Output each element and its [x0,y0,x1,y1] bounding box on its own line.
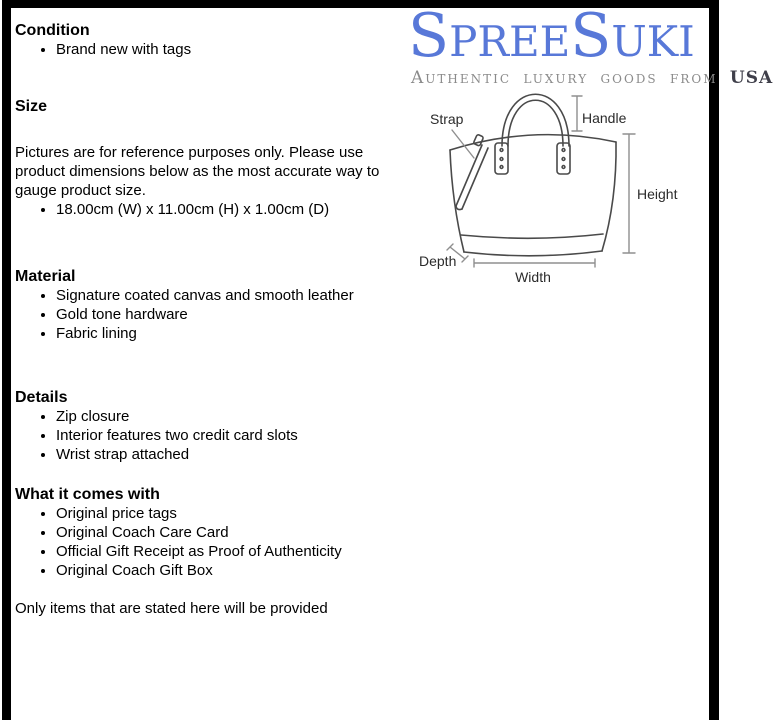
list-item: • Zip closure [56,407,415,426]
size-list [15,200,415,219]
size-note: Pictures are for reference purposes only. Please use product dimensions below as the most accurate way to gauge product size. [15,144,380,199]
included-list [15,504,415,580]
details-list [15,407,415,464]
list-item: • Fabric lining [56,324,415,343]
listing-description-panel [11,1,773,720]
size-heading: Size [15,98,48,115]
condition-heading: Condition [15,22,90,39]
list-item: • Original Coach Care Card [56,523,415,542]
list-item: • Gold tone hardware [56,305,415,324]
included-heading: What it comes with [15,486,160,503]
description-column [15,21,415,618]
material-list [15,286,415,343]
tagline-usa: USA [729,68,773,88]
brand-tagline [411,68,773,88]
strap-label: Strap [430,111,464,127]
list-item: • Original Coach Gift Box [56,561,415,580]
list-item: • Wrist strap attached [56,445,415,464]
brand-logo: SpreeSuki [408,1,695,71]
footer-note: Only items that are stated here will be provided [15,600,328,617]
list-item: • Signature coated canvas and smooth leather [56,286,415,305]
width-label: Width [515,269,551,285]
height-label: Height [637,186,678,202]
condition-list [15,40,415,59]
details-heading: Details [15,389,68,406]
list-item: • Official Gift Receipt as Proof of Authenticity [56,542,415,561]
list-item: • 18.00cm (W) x 11.00cm (H) x 1.00cm (D) [56,200,415,219]
handle-label: Handle [582,110,627,126]
list-item: • Interior features two credit card slots [56,426,415,445]
material-heading: Material [15,268,76,285]
tagline-text: Authentic luxury goods from [411,68,718,88]
brand-block [408,1,773,88]
list-item: • Brand new with tags [56,40,415,59]
list-item: • Original price tags [56,504,415,523]
bag-measurement-diagram [411,88,711,293]
depth-label: Depth [419,253,457,269]
